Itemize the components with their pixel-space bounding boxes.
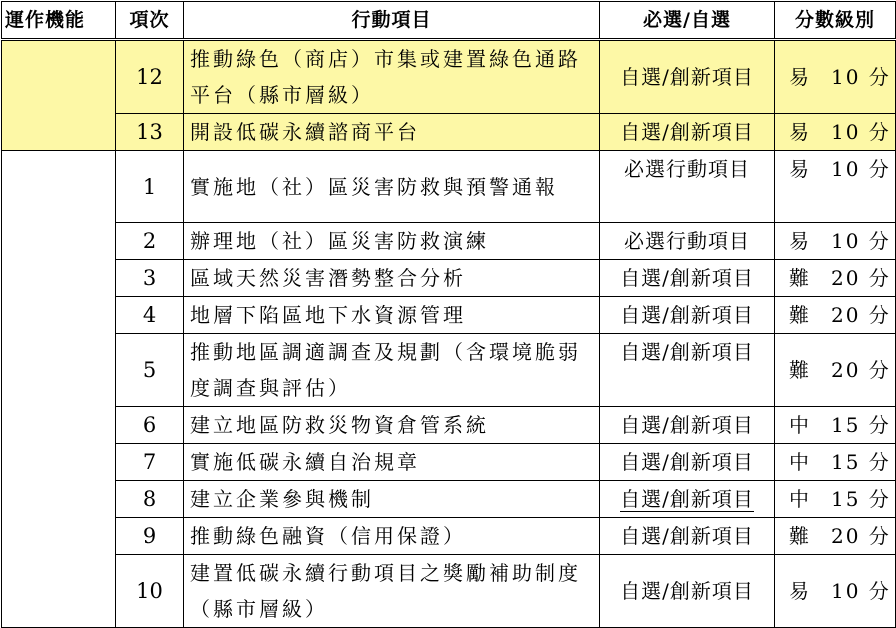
score-cell: 易 10 分 — [775, 114, 896, 151]
score-cell: 中 15 分 — [775, 481, 896, 518]
action-items-table — [1, 1, 896, 628]
score-cell: 易 10 分 — [775, 151, 896, 223]
action-cell: 推動地區調適調查及規劃（含環境脆弱度調查與評估） — [184, 334, 600, 407]
table-row — [2, 260, 896, 297]
item-no-cell: 9 — [116, 518, 184, 555]
choice-cell: 自選/創新項目 — [600, 518, 775, 555]
item-no-cell: 3 — [116, 260, 184, 297]
score-cell: 中 15 分 — [775, 407, 896, 444]
item-no-cell: 6 — [116, 407, 184, 444]
score-cell: 難 20 分 — [775, 297, 896, 334]
choice-cell: 自選/創新項目 — [600, 40, 775, 114]
item-no-cell: 1 — [116, 151, 184, 223]
score-cell: 易 10 分 — [775, 40, 896, 114]
table-row — [2, 555, 896, 628]
choice-cell: 自選/創新項目 — [600, 334, 775, 407]
choice-cell: 自選/創新項目 — [600, 260, 775, 297]
table-row — [2, 518, 896, 555]
header-action: 行動項目 — [184, 2, 600, 40]
table-row — [2, 114, 896, 151]
action-cell: 建立企業參與機制 — [184, 481, 600, 518]
action-cell: 建置低碳永續行動項目之獎勵補助制度（縣市層級） — [184, 555, 600, 628]
table-header-row — [2, 2, 896, 40]
choice-cell: 必選行動項目 — [600, 223, 775, 260]
table-row — [2, 40, 896, 114]
item-no-cell: 12 — [116, 40, 184, 114]
score-cell: 難 20 分 — [775, 260, 896, 297]
action-cell: 區域天然災害潛勢整合分析 — [184, 260, 600, 297]
action-cell: 推動綠色融資（信用保證） — [184, 518, 600, 555]
score-cell: 易 10 分 — [775, 555, 896, 628]
item-no-cell: 10 — [116, 555, 184, 628]
action-cell: 開設低碳永續諮商平台 — [184, 114, 600, 151]
choice-cell: 自選/創新項目 — [600, 444, 775, 481]
action-cell: 地層下陷區地下水資源管理 — [184, 297, 600, 334]
item-no-cell: 4 — [116, 297, 184, 334]
choice-cell: 自選/創新項目 — [600, 407, 775, 444]
action-cell: 實施地（社）區災害防救與預警通報 — [184, 151, 600, 223]
header-choice: 必選/自選 — [600, 2, 775, 40]
table-row — [2, 334, 896, 407]
score-cell: 中 15 分 — [775, 444, 896, 481]
action-cell: 推動綠色（商店）市集或建置綠色通路平台（縣市層級） — [184, 40, 600, 114]
action-cell: 建立地區防救災物資倉管系統 — [184, 407, 600, 444]
table-row — [2, 297, 896, 334]
choice-cell: 自選/創新項目 — [600, 555, 775, 628]
action-cell: 實施低碳永續自治規章 — [184, 444, 600, 481]
choice-cell: 自選/創新項目 — [600, 297, 775, 334]
table-row — [2, 481, 896, 518]
choice-cell: 自選/創新項目 — [600, 114, 775, 151]
score-cell: 易 10 分 — [775, 223, 896, 260]
score-cell: 難 20 分 — [775, 334, 896, 407]
score-cell: 難 20 分 — [775, 518, 896, 555]
function-cell — [2, 40, 116, 151]
header-item-no: 項次 — [116, 2, 184, 40]
choice-cell: 必選行動項目 — [600, 151, 775, 223]
action-cell: 辦理地（社）區災害防救演練 — [184, 223, 600, 260]
function-cell — [2, 151, 116, 628]
choice-cell: 自選/創新項目 — [600, 481, 775, 518]
table-row — [2, 407, 896, 444]
table-row — [2, 223, 896, 260]
item-no-cell: 7 — [116, 444, 184, 481]
header-function: 運作機能 — [2, 2, 116, 40]
item-no-cell: 8 — [116, 481, 184, 518]
item-no-cell: 13 — [116, 114, 184, 151]
table-row — [2, 444, 896, 481]
header-score-level: 分數級別 — [775, 2, 896, 40]
item-no-cell: 5 — [116, 334, 184, 407]
item-no-cell: 2 — [116, 223, 184, 260]
table-row — [2, 151, 896, 223]
